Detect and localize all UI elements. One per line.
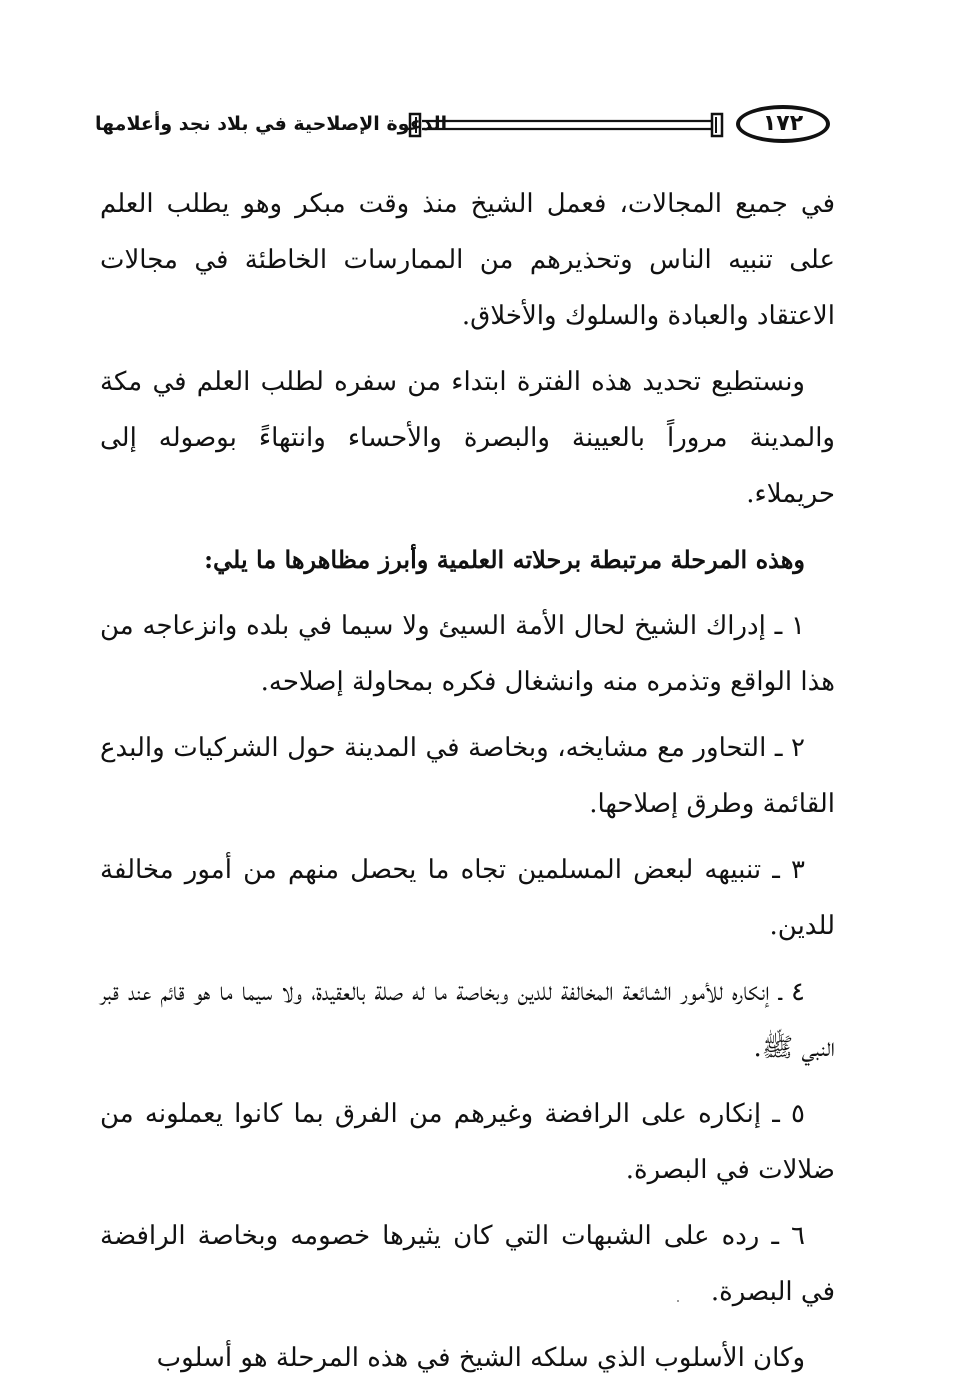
paragraph-1: في جميع المجالات، فعمل الشيخ منذ وقت مبكر وهو يطلب العلم على تنبيه الناس وتحذيرهم من الممارسات الخاطئة في مجالات الاعتقاد والعبادة والسلوك والأخلاق. (100, 189, 835, 331)
list-item-5: ٥ ـ إنكاره على الرافضة وغيرهم من الفرق بما كانوا يعملونه من ضلالات في البصرة. (100, 1099, 835, 1185)
page-body (100, 176, 835, 1396)
list-item-4: ٤ ـ إنكاره للأمور الشائعة المخالفة للدين وبخاصة ما له صلة بالعقيدة، ولا سيما ما هو قائم عند قبر النبي ﷺ. (100, 977, 835, 1063)
list-intro: وهذه المرحلة مرتبطة برحلاته العلمية وأبرز مظاهرها ما يلي: (204, 545, 805, 574)
paragraph-2: ونستطيع تحديد هذه الفترة ابتداء من سفره لطلب العلم في مكة والمدينة مروراً بالعيينة والبصرة والأحساء وانتهاءً بوصوله إلى حريملاء. (100, 367, 835, 509)
book-title: الدعوة الإصلاحية في بلاد نجد وأعلامها (95, 113, 448, 135)
page-number: ١٧٢ (736, 105, 830, 143)
list-item-1: ١ ـ إدراك الشيخ لحال الأمة السيئ ولا سيما في بلده وانزعاجه من هذا الواقع وتذمره منه وانشغال فكره بمحاولة إصلاحه. (100, 611, 835, 697)
page-speck (677, 1300, 679, 1302)
running-header (95, 103, 830, 149)
list-item-6: ٦ ـ رده على الشبهات التي كان يثيرها خصومه وبخاصة الرافضة في البصرة. (100, 1221, 835, 1307)
closing-paragraph: وكان الأسلوب الذي سلكه الشيخ في هذه المرحلة هو أسلوب (156, 1343, 805, 1373)
list-item-2: ٢ ـ التحاور مع مشايخه، وبخاصة في المدينة حول الشركيات والبدع القائمة وطرق إصلاحها. (100, 733, 835, 819)
list-item-3: ٣ ـ تنبيهه لبعض المسلمين تجاه ما يحصل منهم من أمور مخالفة للدين. (100, 855, 835, 941)
header-rule (406, 112, 726, 138)
